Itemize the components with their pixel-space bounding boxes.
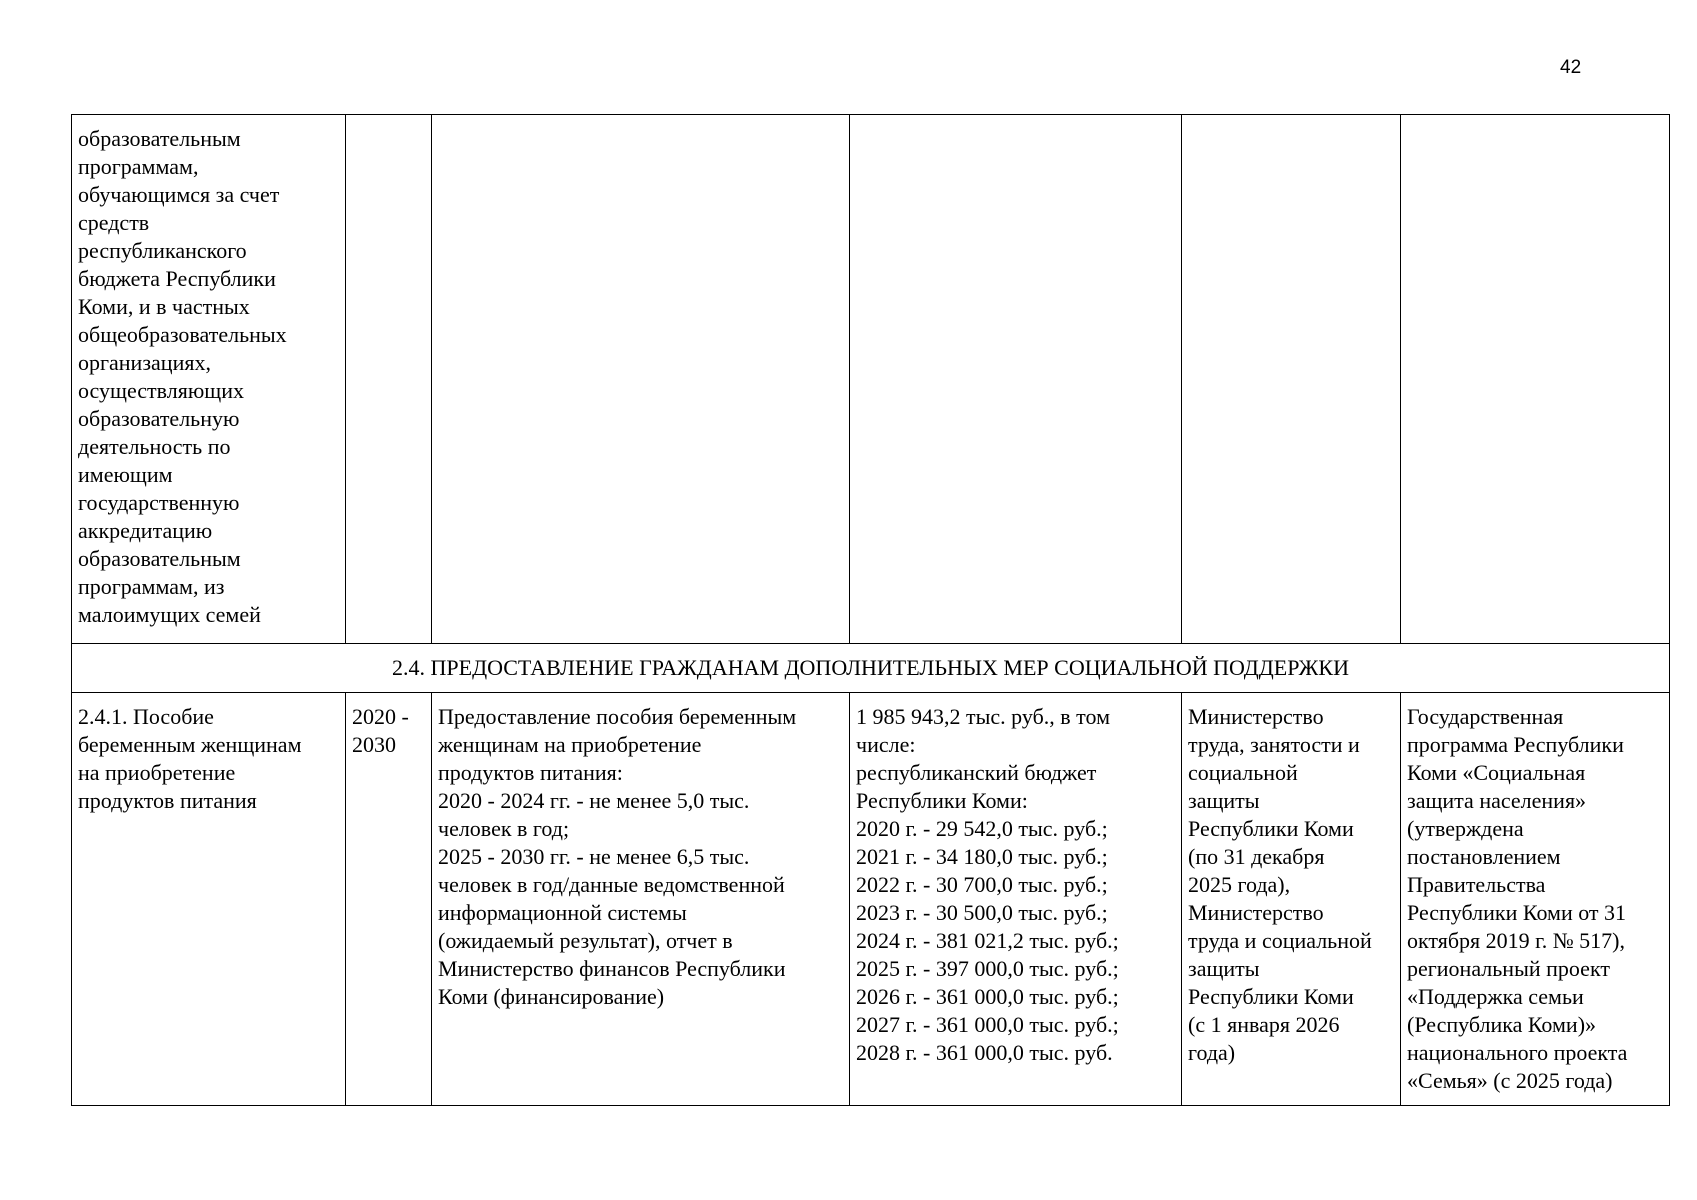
page-number: 42 xyxy=(1560,57,1582,78)
period-cell xyxy=(346,115,432,644)
funding-cell xyxy=(850,115,1182,644)
table-row-measure xyxy=(72,693,1670,1106)
responsible-cell xyxy=(1182,115,1401,644)
measure-name-cell: образовательным программам, обучающимся за счет средств республиканского бюджета Республики Коми, и в частных общеобразовательных организациях, осуществляющих образовательную деятельность по имеющим государственную аккредитацию образовательным программам, из малоимущих семей xyxy=(72,115,346,644)
measure-name-cell: 2.4.1. Пособие беременным женщинам на приобретение продуктов питания xyxy=(72,693,346,1106)
funding-cell: 1 985 943,2 тыс. руб., в том числе: республиканский бюджет Республики Коми: 2020 г. - 29 542,0 тыс. руб.; 2021 г. - 34 180,0 тыс. руб.; 2022 г. - 30 700,0 тыс. руб.; 2023 г. - 30 500,0 тыс. руб.; 2024 г. - 381 021,2 тыс. руб.; 2025 г. - 397 000,0 тыс. руб.; 2026 г. - 361 000,0 тыс. руб.; 2027 г. - 361 000,0 тыс. руб.; 2028 г. - 361 000,0 тыс. руб. xyxy=(850,693,1182,1106)
description-cell xyxy=(432,115,850,644)
program-cell xyxy=(1401,115,1670,644)
table-row-section xyxy=(72,644,1670,693)
responsible-cell: Министерство труда, занятости и социальной защиты Республики Коми (по 31 декабря 2025 года), Министерство труда и социальной защиты Республики Коми (с 1 января 2026 года) xyxy=(1182,693,1401,1106)
section-heading: 2.4. ПРЕДОСТАВЛЕНИЕ ГРАЖДАНАМ ДОПОЛНИТЕЛЬНЫХ МЕР СОЦИАЛЬНОЙ ПОДДЕРЖКИ xyxy=(72,644,1670,693)
period-cell: 2020 - 2030 xyxy=(346,693,432,1106)
measures-table xyxy=(71,114,1670,1106)
description-cell: Предоставление пособия беременным женщинам на приобретение продуктов питания: 2020 - 2024 гг. - не менее 5,0 тыс. человек в год; 2025 - 2030 гг. - не менее 6,5 тыс. человек в год/данные ведомственной информационной системы (ожидаемый результат), отчет в Министерство финансов Республики Коми (финансирование) xyxy=(432,693,850,1106)
table-row-continuation xyxy=(72,115,1670,644)
program-cell: Государственная программа Республики Коми «Социальная защита населения» (утверждена постановлением Правительства Республики Коми от 31 октября 2019 г. № 517), региональный проект «Поддержка семьи (Республика Коми)» национального проекта «Семья» (с 2025 года) xyxy=(1401,693,1670,1106)
